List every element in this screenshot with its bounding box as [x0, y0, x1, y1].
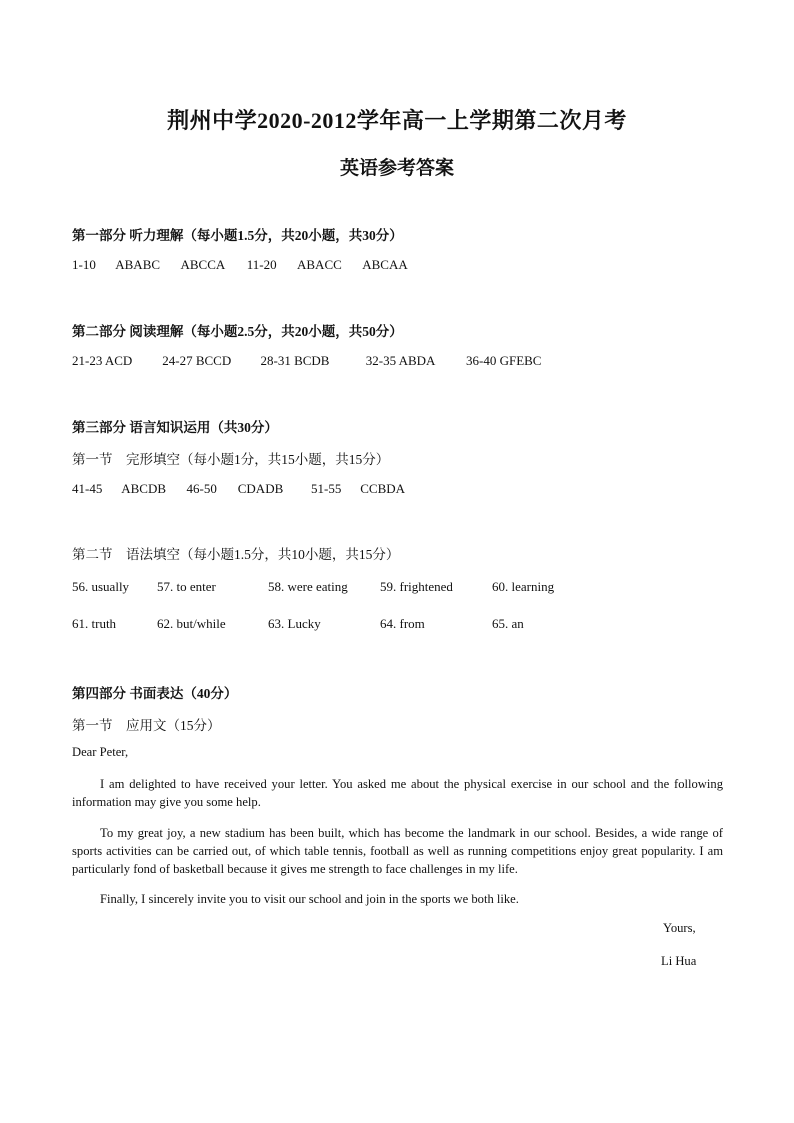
- part2-answers: [72, 353, 541, 369]
- answer-group: 24-27 BCCD: [162, 353, 232, 368]
- page-title: 荆州中学2020-2012学年高一上学期第二次月考: [167, 108, 627, 133]
- answer-group: ABCDB: [121, 481, 167, 496]
- answer-group: ABCAA: [362, 257, 408, 272]
- grammar-answer: 58. were eating: [268, 579, 348, 594]
- part4-section1-heading: 第一节 应用文（15分）: [72, 718, 221, 733]
- grammar-answer: 62. but/while: [157, 616, 226, 631]
- part3-heading: 第三部分 语言知识运用（共30分）: [72, 420, 278, 435]
- answer-group: ABACC: [297, 257, 342, 272]
- grammar-answer: 61. truth: [72, 616, 117, 631]
- grammar-answer: 60. learning: [492, 579, 555, 594]
- answer-group: 32-35 ABDA: [365, 353, 436, 368]
- answer-group: CDADB: [237, 481, 284, 496]
- letter-paragraph: I am delighted to have received your letter. You asked me about the physical exercise in our school and the following information may give you some help.: [72, 777, 723, 809]
- answer-group: 28-31 BCDB: [260, 353, 330, 368]
- letter-greeting: Dear Peter,: [72, 745, 129, 759]
- answer-range: 1-10: [72, 257, 96, 272]
- grammar-answer: 56. usually: [72, 579, 130, 594]
- page-subtitle: 英语参考答案: [339, 158, 454, 179]
- grammar-answer: 63. Lucky: [268, 616, 321, 631]
- grammar-answer: 64. from: [380, 616, 425, 631]
- answer-range: 11-20: [246, 257, 277, 272]
- answer-range: 51-55: [311, 481, 342, 496]
- letter-closing: Yours,: [663, 921, 696, 935]
- answer-group: ABCCA: [180, 257, 226, 272]
- grammar-answer: 65. an: [492, 616, 524, 631]
- letter-paragraph: Finally, I sincerely invite you to visit our school and join in the sports we both like.: [100, 892, 519, 906]
- part4-heading: 第四部分 书面表达（40分）: [72, 686, 238, 701]
- part3-section1-heading: 第一节 完形填空（每小题1分，共15小题，共15分）: [72, 452, 390, 467]
- answer-group: 21-23 ACD: [72, 353, 133, 368]
- grammar-answer: 59. frightened: [380, 579, 453, 594]
- answer-range: 41-45: [72, 481, 103, 496]
- answer-group: CCBDA: [360, 481, 406, 496]
- part2-heading: 第二部分 阅读理解（每小题2.5分，共20小题，共50分）: [72, 324, 403, 339]
- letter-paragraph: To my great joy, a new stadium has been built, which has become the landmark in our school. Besides, a wide range of sports activities can be carried out, of which table tennis, football as well as running competitions enjoy great popularity. I am particularly fond of basketball because it gives me strength to face challenges in my life.: [72, 826, 723, 876]
- grammar-answer: 57. to enter: [157, 579, 216, 594]
- part1-heading: 第一部分 听力理解（每小题1.5分，共20小题，共30分）: [72, 228, 403, 243]
- answer-range: 46-50: [186, 481, 217, 496]
- part1-answers: [72, 257, 408, 273]
- part3-section1-answers: [72, 481, 405, 497]
- answer-group: ABABC: [115, 257, 161, 272]
- letter-signature: Li Hua: [661, 954, 697, 968]
- answer-group: 36-40 GFEBC: [466, 353, 542, 368]
- part3-section2-heading: 第二节 语法填空（每小题1.5分，共10小题，共15分）: [72, 547, 400, 562]
